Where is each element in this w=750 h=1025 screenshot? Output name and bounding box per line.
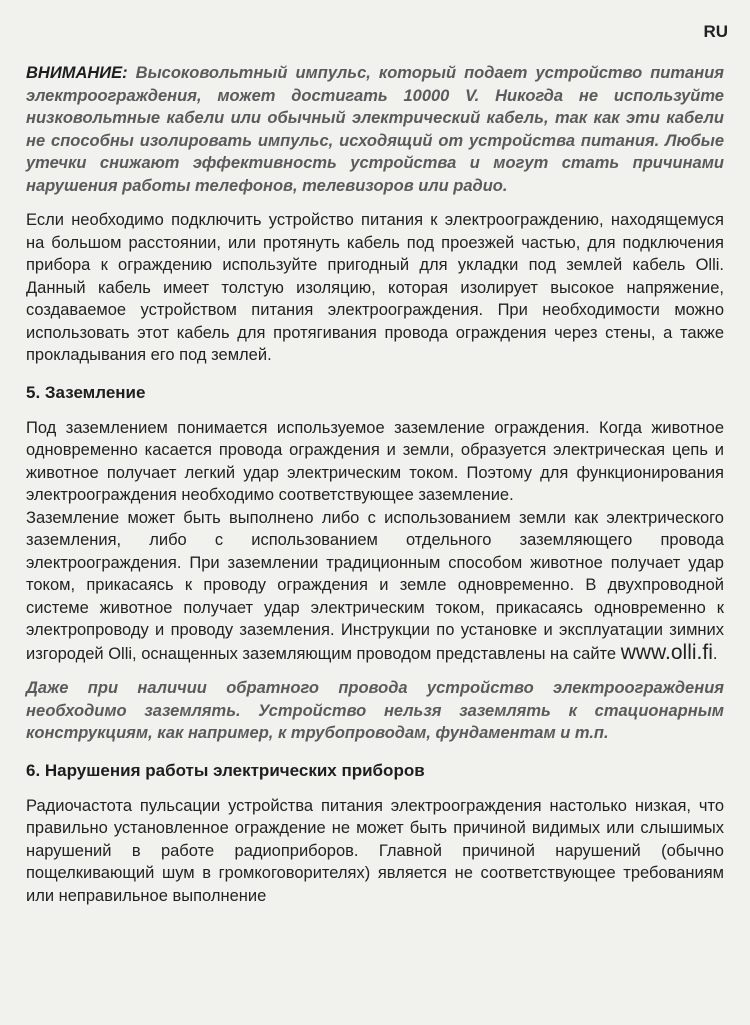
section-5-heading: 5. Заземление <box>26 382 146 402</box>
warning-lead: ВНИМАНИЕ: <box>26 64 128 82</box>
grounding-paragraph-2-end: . <box>712 644 718 663</box>
grounding-paragraph-1: Под заземлением понимается используемое заземление ограждения. Когда животное одновременно касается провода ограждения и земли, образуется электрическая цепь и животное получает легкий удар электрическим током. Поэтому для функционирования электроограждения необходимо соответствующее заземление. <box>26 418 724 504</box>
website-link[interactable]: www.olli.fi <box>620 640 713 664</box>
warning-text: Высоковольтный импульс, который подает устройство питания электроограждения, может достигать 10000 V. Никогда не используйте низковольтные кабели или обычный электрический кабель, так как эти кабели не способны изолировать импульс, исходящий от устройства питания. Любые утечки снижают эффективность устройства и могут стать причинами нарушения работы телефонов, телевизоров или радио. <box>26 64 724 195</box>
grounding-paragraph-2-text: Заземление может быть выполнено либо с использованием земли как электрического заземления, либо с использованием отдельного заземляющего провода электроограждения. При заземлении традиционным способом животное получает удар током, прикасаясь к проводу ограждения и земле одновременно. В двухпроводной системе животное получает удар электрическим током, прикасаясь одновременно к электропроводу и проводу заземления. Инструкции по установке и эксплуатации зимних изгородей Olli, оснащенных заземляющим проводом представлены на сайте <box>26 508 724 663</box>
cable-paragraph: Если необходимо подключить устройство питания к электроограждению, находящемуся на большом расстоянии, или протянуть кабель под проезжей частью, для подключения прибора к ограждению используйте пригодный для укладки под землей кабель Olli. Данный кабель имеет толстую изоляцию, которая изолирует высокое напряжение, создаваемое устройством питания электроограждения. При необходимости можно использовать этот кабель для протягивания провода ограждения через стены, а также прокладывания его под землей. <box>26 211 724 364</box>
grounding-paragraph-2 <box>26 507 724 666</box>
section-6-heading: 6. Нарушения работы электрических приборов <box>26 760 425 780</box>
warning-paragraph <box>26 62 724 197</box>
grounding-warning: Даже при наличии обратного провода устройство электроограждения необходимо заземлять. Устройство нельзя заземлять к стационарным конструкциям, как например, к трубопроводам, фундаментам и т.п. <box>26 679 724 742</box>
interference-paragraph: Радиочастота пульсации устройства питания электроограждения настолько низкая, что правильно установленное ограждение не может быть причиной видимых или слышимых нарушений в работе радиоприборов. Главной причиной нарушений (обычно пощелкивающий шум в громкоговорителях) является не соответствующее требованиям или неправильное выполнение <box>26 796 724 905</box>
language-code: RU <box>703 22 728 41</box>
document-body <box>26 62 724 907</box>
